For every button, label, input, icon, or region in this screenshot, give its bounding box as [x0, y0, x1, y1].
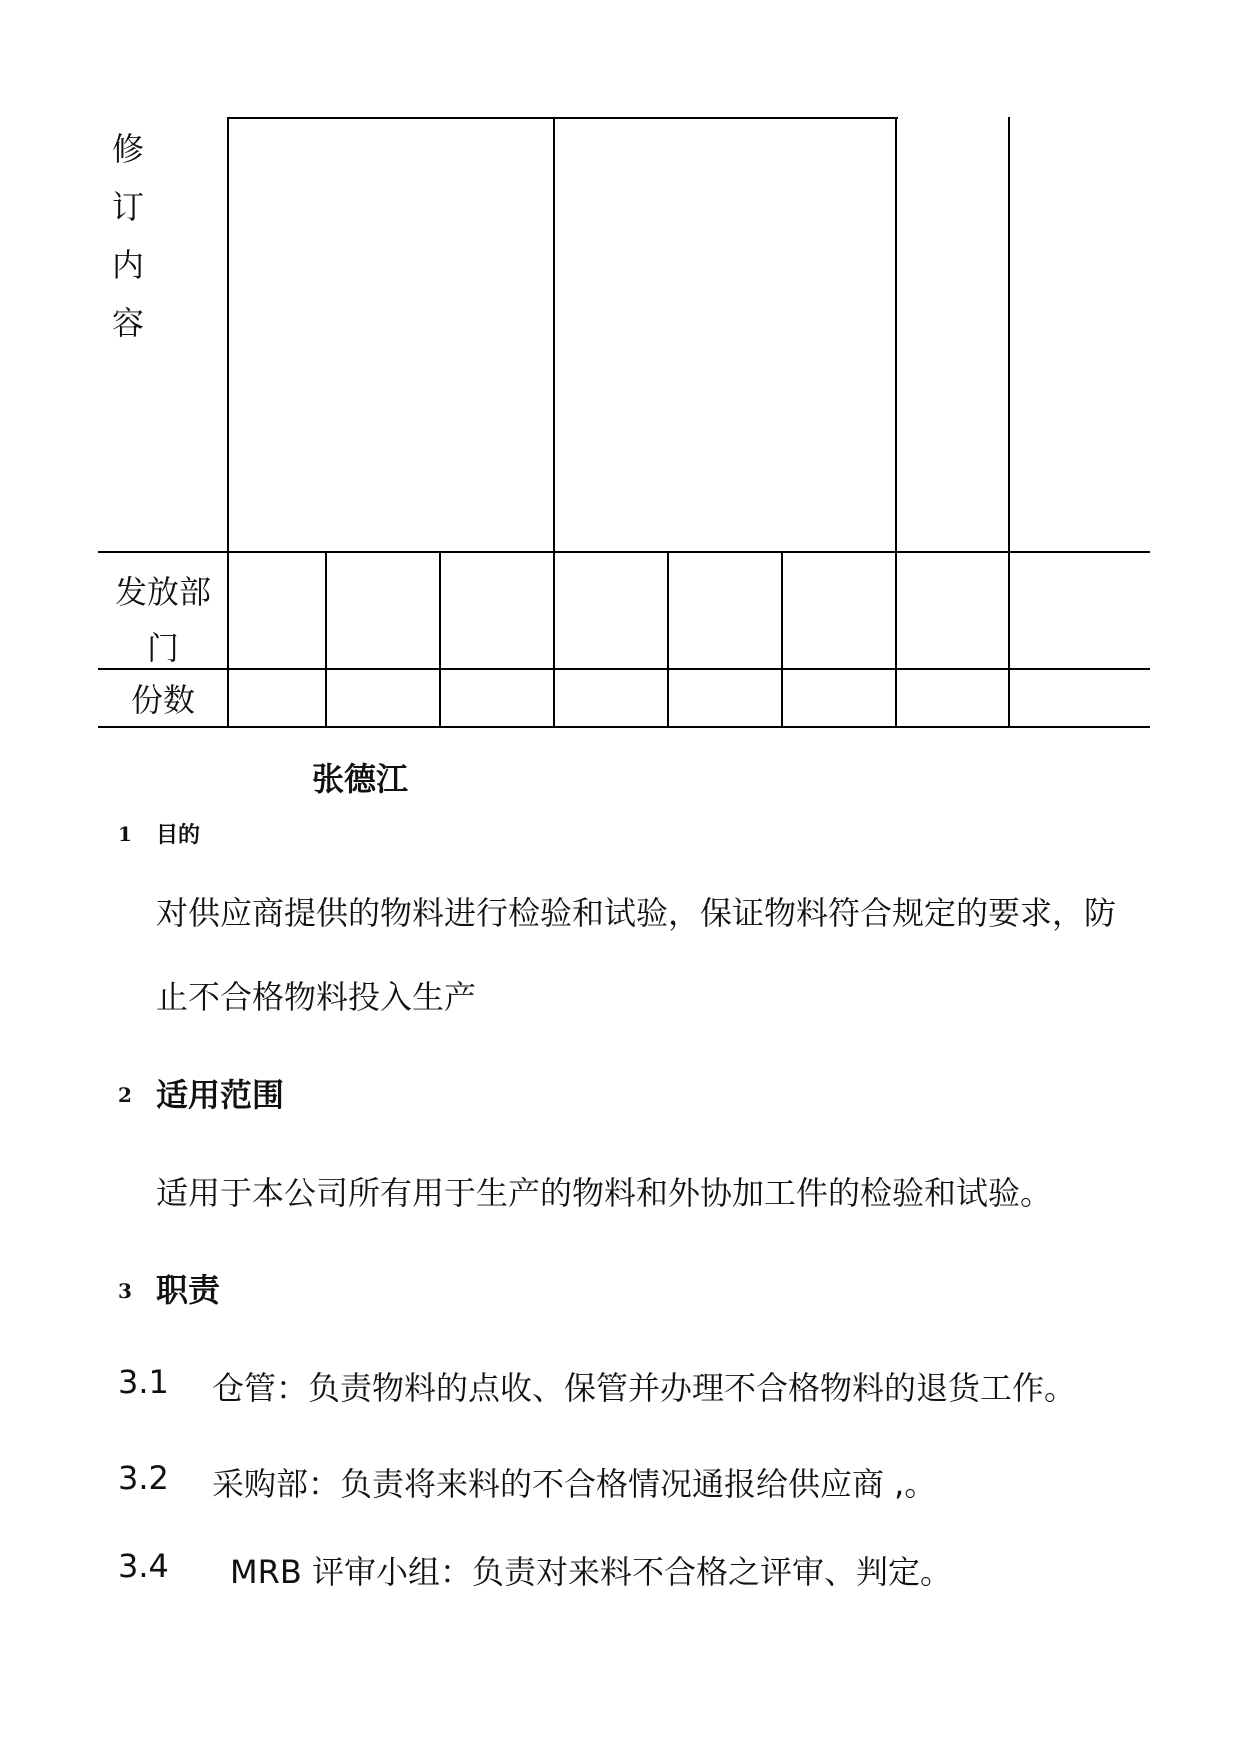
- section-2-title: 适用范围: [156, 1076, 285, 1114]
- section-2-number: 2: [118, 1083, 132, 1107]
- table-top-border: [228, 117, 898, 119]
- section-3-title: 职责: [156, 1271, 221, 1309]
- table-col-divider: [781, 551, 783, 727]
- distribution-dept-label: 发放部 门: [114, 573, 211, 667]
- section-1-body-line-2: 止不合格物料投入生产: [156, 978, 477, 1016]
- table-col-divider: [667, 551, 669, 727]
- section-2-body: 适用于本公司所有用于生产的物料和外协加工件的检验和试验。: [156, 1174, 1053, 1212]
- section-1-number: 1: [118, 822, 132, 846]
- item-3-2-text: 采购部：负责将来料的不合格情况通报给供应商 ,。: [212, 1465, 937, 1503]
- section-1-body-line-1: 对供应商提供的物料进行检验和试验，保证物料符合规定的要求，防: [156, 894, 1117, 932]
- item-3-2-number: 3.2: [118, 1459, 169, 1497]
- table-col-divider: [325, 551, 327, 727]
- table-row-divider: [98, 551, 1150, 553]
- item-3-1-text: 仓管：负责物料的点收、保管并办理不合格物料的退货工作。: [212, 1369, 1077, 1407]
- table-col-divider: [1008, 117, 1010, 727]
- table-col-divider: [553, 117, 555, 727]
- section-3-number: 3: [118, 1279, 132, 1303]
- table-col-divider: [895, 117, 897, 727]
- revision-content-label: 修 订 内 容: [112, 130, 145, 342]
- item-3-4-text: MRB 评审小组：负责对来料不合格之评审、判定。: [230, 1553, 952, 1591]
- table-row-divider: [98, 668, 1150, 670]
- table-col-divider: [227, 117, 229, 727]
- section-1-title: 目的: [156, 823, 201, 848]
- table-bottom-border: [98, 726, 1150, 728]
- copies-label: 份数: [130, 681, 195, 719]
- item-3-4-number: 3.4: [118, 1547, 169, 1585]
- author-name: 张德江: [312, 760, 409, 798]
- table-col-divider: [439, 551, 441, 727]
- item-3-1-number: 3.1: [118, 1363, 169, 1401]
